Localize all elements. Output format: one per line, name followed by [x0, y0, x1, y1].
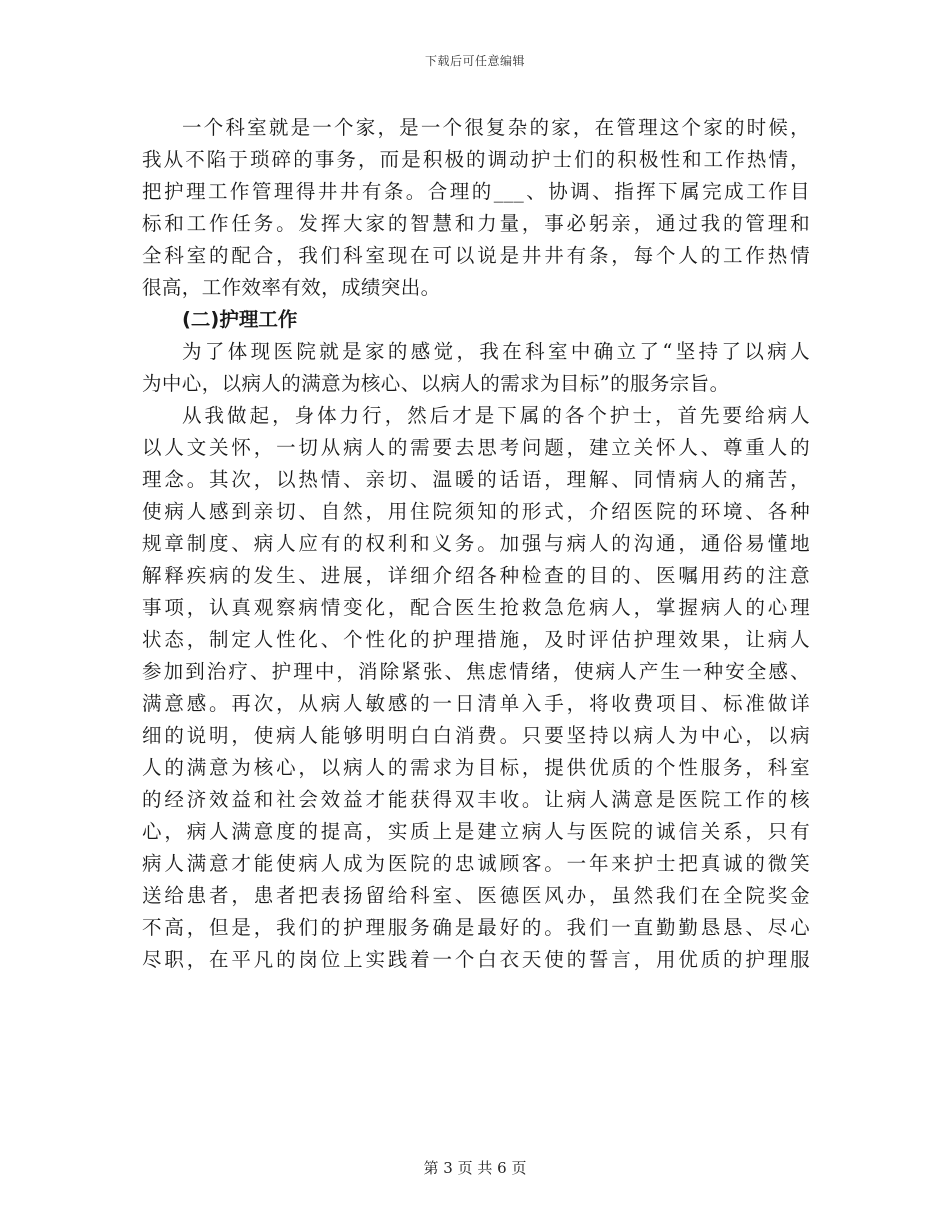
- text-line: 规章制度、病人应有的权利和义务。加强与病人的沟通，通俗易懂地: [142, 532, 810, 555]
- paragraph-management: [142, 112, 810, 304]
- text-line: 一个科室就是一个家，是一个很复杂的家，在管理这个家的时候，: [182, 116, 810, 139]
- text-line: 我从不陷于琐碎的事务，而是积极的调动护士们的积极性和工作热情，: [142, 148, 810, 171]
- text-line: 从我做起，身体力行，然后才是下属的各个护士，首先要给病人: [182, 404, 810, 427]
- document-body: [142, 112, 810, 976]
- paragraph-purpose: [142, 336, 810, 400]
- text-line: 很高，工作效率有效，成绩突出。: [142, 276, 441, 299]
- text-line: 状态，制定人性化、个性化的护理措施，及时评估护理效果，让病人: [142, 628, 810, 651]
- text-line: 的经济效益和社会效益才能获得双丰收。让病人满意是医院工作的核: [142, 788, 810, 811]
- page-header: 下载后可任意编辑: [424, 54, 525, 68]
- text-line: 病人满意才能使病人成为医院的忠诚顾客。一年来护士把真诚的微笑: [142, 852, 810, 875]
- text-line: 事项，认真观察病情变化，配合医生抢救急危病人，掌握病人的心理: [142, 596, 810, 619]
- text-line: 心，病人满意度的提高，实质上是建立病人与医院的诚信关系，只有: [142, 820, 810, 843]
- text-line: 不高，但是，我们的护理服务确是最好的。我们一直勤勤恳恳、尽心: [142, 916, 810, 939]
- section-heading: (二)护理工作: [182, 308, 298, 331]
- text-line: 满意感。再次，从病人敏感的一日清单入手，将收费项目、标准做详: [142, 692, 810, 715]
- text-line: 把护理工作管理得井井有条。合理的___、协调、指挥下属完成工作目: [142, 180, 810, 203]
- text-line: 尽职，在平凡的岗位上实践着一个白衣天使的誓言，用优质的护理服: [142, 948, 810, 971]
- text-line: 使病人感到亲切、自然，用住院须知的形式，介绍医院的环境、各种: [142, 500, 810, 523]
- text-line: 解释疾病的发生、进展，详细介绍各种检查的目的、医嘱用药的注意: [142, 564, 810, 587]
- text-line: 以人文关怀，一切从病人的需要去思考问题，建立关怀人、尊重人的: [142, 436, 810, 459]
- text-line: 理念。其次，以热情、亲切、温暖的话语，理解、同情病人的痛苦，: [142, 468, 810, 491]
- text-line: 为了体现医院就是家的感觉，我在科室中确立了“坚持了以病人: [182, 340, 810, 363]
- text-line: 为中心，以病人的满意为核心、以病人的需求为目标”的服务宗旨。: [142, 372, 730, 395]
- text-line: 细的说明，使病人能够明明白白消费。只要坚持以病人为中心，以病: [142, 724, 810, 747]
- page-number: 第 3 页 共 6 页: [423, 1159, 527, 1177]
- text-line: 送给患者，患者把表扬留给科室、医德医风办，虽然我们在全院奖金: [142, 884, 810, 907]
- text-line: 参加到治疗、护理中，消除紧张、焦虑情绪，使病人产生一种安全感、: [142, 660, 810, 683]
- text-line: 人的满意为核心，以病人的需求为目标，提供优质的个性服务，科室: [142, 756, 810, 779]
- paragraph-nursing-care: [142, 400, 810, 976]
- text-line: 全科室的配合，我们科室现在可以说是井井有条，每个人的工作热情: [142, 244, 810, 267]
- text-line: 标和工作任务。发挥大家的智慧和力量，事必躬亲，通过我的管理和: [142, 212, 810, 235]
